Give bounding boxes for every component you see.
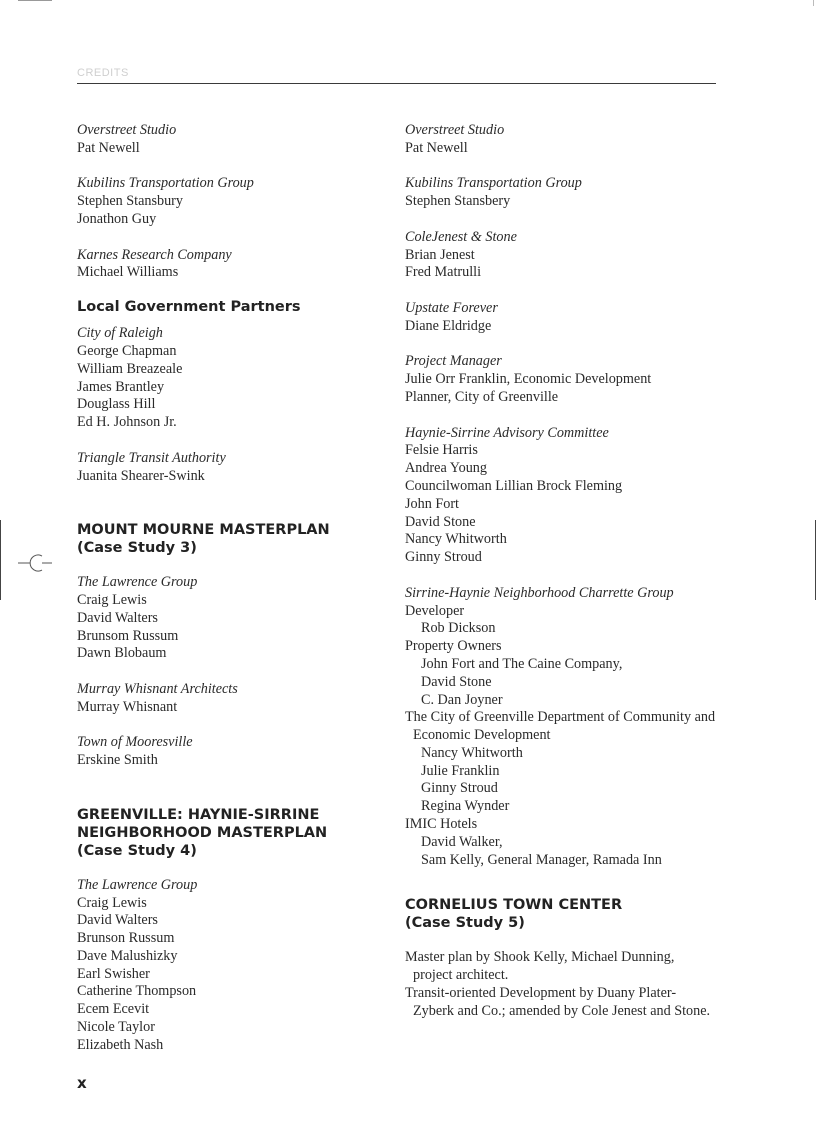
person-name: Brunson Russum [77,930,175,947]
person-name: Ginny Stroud [405,549,482,566]
credit-group [405,175,725,211]
person-name: Murray Whisnant [77,698,178,715]
credit-group [405,122,725,158]
org-name: The Lawrence Group [77,876,198,893]
person-name: George Chapman [77,342,177,359]
heading-line: GREENVILLE: HAYNIE-SIRRINE [77,806,320,823]
person-name: David Stone [421,673,492,690]
credit-group [77,734,397,770]
person-name: Sam Kelly, General Manager, Ramada Inn [421,851,662,868]
person-name: Diane Eldridge [405,317,492,334]
person-name: Nicole Taylor [77,1019,155,1036]
person-name: William Breazeale [77,360,183,377]
org-name: Overstreet Studio [405,122,505,138]
person-name: Ed H. Johnson Jr. [77,414,177,431]
person-name: Julie Orr Franklin, Economic Development [405,371,652,388]
org-name: Sirrine-Haynie Neighborhood Charrette Group [405,584,674,601]
credit-group [77,247,397,283]
credit-group [77,681,397,717]
person-name: David Stone [405,513,476,530]
page-edge-left [0,520,1,600]
org-name: Karnes Research Company [77,246,232,263]
person-name: Pat Newell [405,139,468,156]
credit-group [405,229,725,282]
org-name: City of Raleigh [77,325,163,342]
section-heading-local-government: Local Government Partners [77,299,301,316]
left-column [77,122,397,1072]
person-name: Elizabeth Nash [77,1036,164,1053]
org-name: Town of Mooresville [77,734,193,751]
credit-group [405,425,725,567]
right-column [405,122,725,1020]
credit-group [77,325,397,432]
person-name: Julie Franklin [421,762,500,779]
credit-group [77,574,397,663]
registration-mark-icon [18,550,52,576]
role-label: IMIC Hotels [405,816,478,833]
person-name: Stephen Stansbury [77,193,184,210]
person-name: James Brantley [77,378,165,395]
person-name: Andrea Young [405,460,487,477]
person-name: Regina Wynder [421,798,510,815]
role-label: Developer [405,602,465,619]
running-head: CREDITS [77,67,129,79]
org-name: Haynie-Sirrine Advisory Committee [405,424,609,441]
person-name: Dave Malushizky [77,947,178,964]
person-name: Earl Swisher [77,965,150,982]
person-name: Pat Newell [77,139,140,156]
person-name: Dawn Blobaum [77,645,167,662]
person-name: Councilwoman Lillian Brock Fleming [405,477,623,494]
person-name: Felsie Harris [405,442,478,459]
org-name: Project Manager [405,353,502,370]
section-heading-greenville [77,806,397,860]
person-name: Planner, City of Greenville [405,388,559,405]
credit-group [77,175,397,228]
person-name: Stephen Stansbery [405,193,511,210]
person-name: Craig Lewis [77,591,147,608]
heading-line: NEIGHBORHOOD MASTERPLAN [77,824,328,841]
person-name: Nancy Whitworth [405,531,507,548]
person-name: Rob Dickson [421,620,496,637]
person-name: Jonathon Guy [77,210,157,227]
credit-group-charrette [405,585,725,870]
person-name: Douglass Hill [77,396,156,413]
person-name: Erskine Smith [77,752,158,769]
heading-line: (Case Study 3) [77,540,197,557]
org-name: ColeJenest & Stone [405,228,517,245]
org-name: Triangle Transit Authority [77,449,226,466]
person-name: Brian Jenest [405,246,475,263]
org-name: Kubilins Transportation Group [77,175,254,192]
section-heading-mount-mourne [77,521,397,557]
heading-line: MOUNT MOURNE MASTERPLAN [77,522,330,539]
org-name: Kubilins Transportation Group [405,175,582,192]
heading-line: (Case Study 5) [405,915,525,932]
credit-group [77,122,397,158]
crop-mark-top [18,0,52,1]
cornelius-credit: Master plan by Shook Kelly, Michael Dunning, project architect. [405,949,675,984]
cornelius-credit: Transit-oriented Development by Duany Plater-Zyberk and Co.; amended by Cole Jenest and Stone. [405,984,711,1019]
person-name: David Walters [77,609,158,626]
person-name: John Fort [405,495,459,512]
person-name: Craig Lewis [77,894,147,911]
section-heading-cornelius [405,896,725,932]
role-label: The City of Greenville Department of Community and Economic Development [405,709,716,744]
person-name: David Walters [77,912,158,929]
credit-group [405,353,725,406]
person-name: Brunsom Russum [77,627,179,644]
person-name: John Fort and The Caine Company, [421,655,623,672]
person-name: Juanita Shearer-Swink [77,467,205,484]
person-name: Nancy Whitworth [421,744,523,761]
person-name: Michael Williams [77,264,179,281]
person-name: David Walker, [421,833,503,850]
person-name: Fred Matrulli [405,264,482,281]
credit-group [405,300,725,336]
org-name: Murray Whisnant Architects [77,680,238,697]
credit-group [77,450,397,486]
heading-line: CORNELIUS TOWN CENTER [405,897,623,914]
crop-mark-corner [813,0,814,6]
heading-line: (Case Study 4) [77,842,197,859]
person-name: Catherine Thompson [77,983,197,1000]
role-label: Property Owners [405,638,502,655]
page-number: x [77,1074,87,1092]
person-name: Ecem Ecevit [77,1001,150,1018]
person-name: Ginny Stroud [421,780,498,797]
header-rule [77,83,716,84]
person-name: C. Dan Joyner [421,691,503,708]
org-name: Overstreet Studio [77,122,177,138]
org-name: The Lawrence Group [77,574,198,591]
org-name: Upstate Forever [405,299,498,316]
credit-group [77,877,397,1055]
